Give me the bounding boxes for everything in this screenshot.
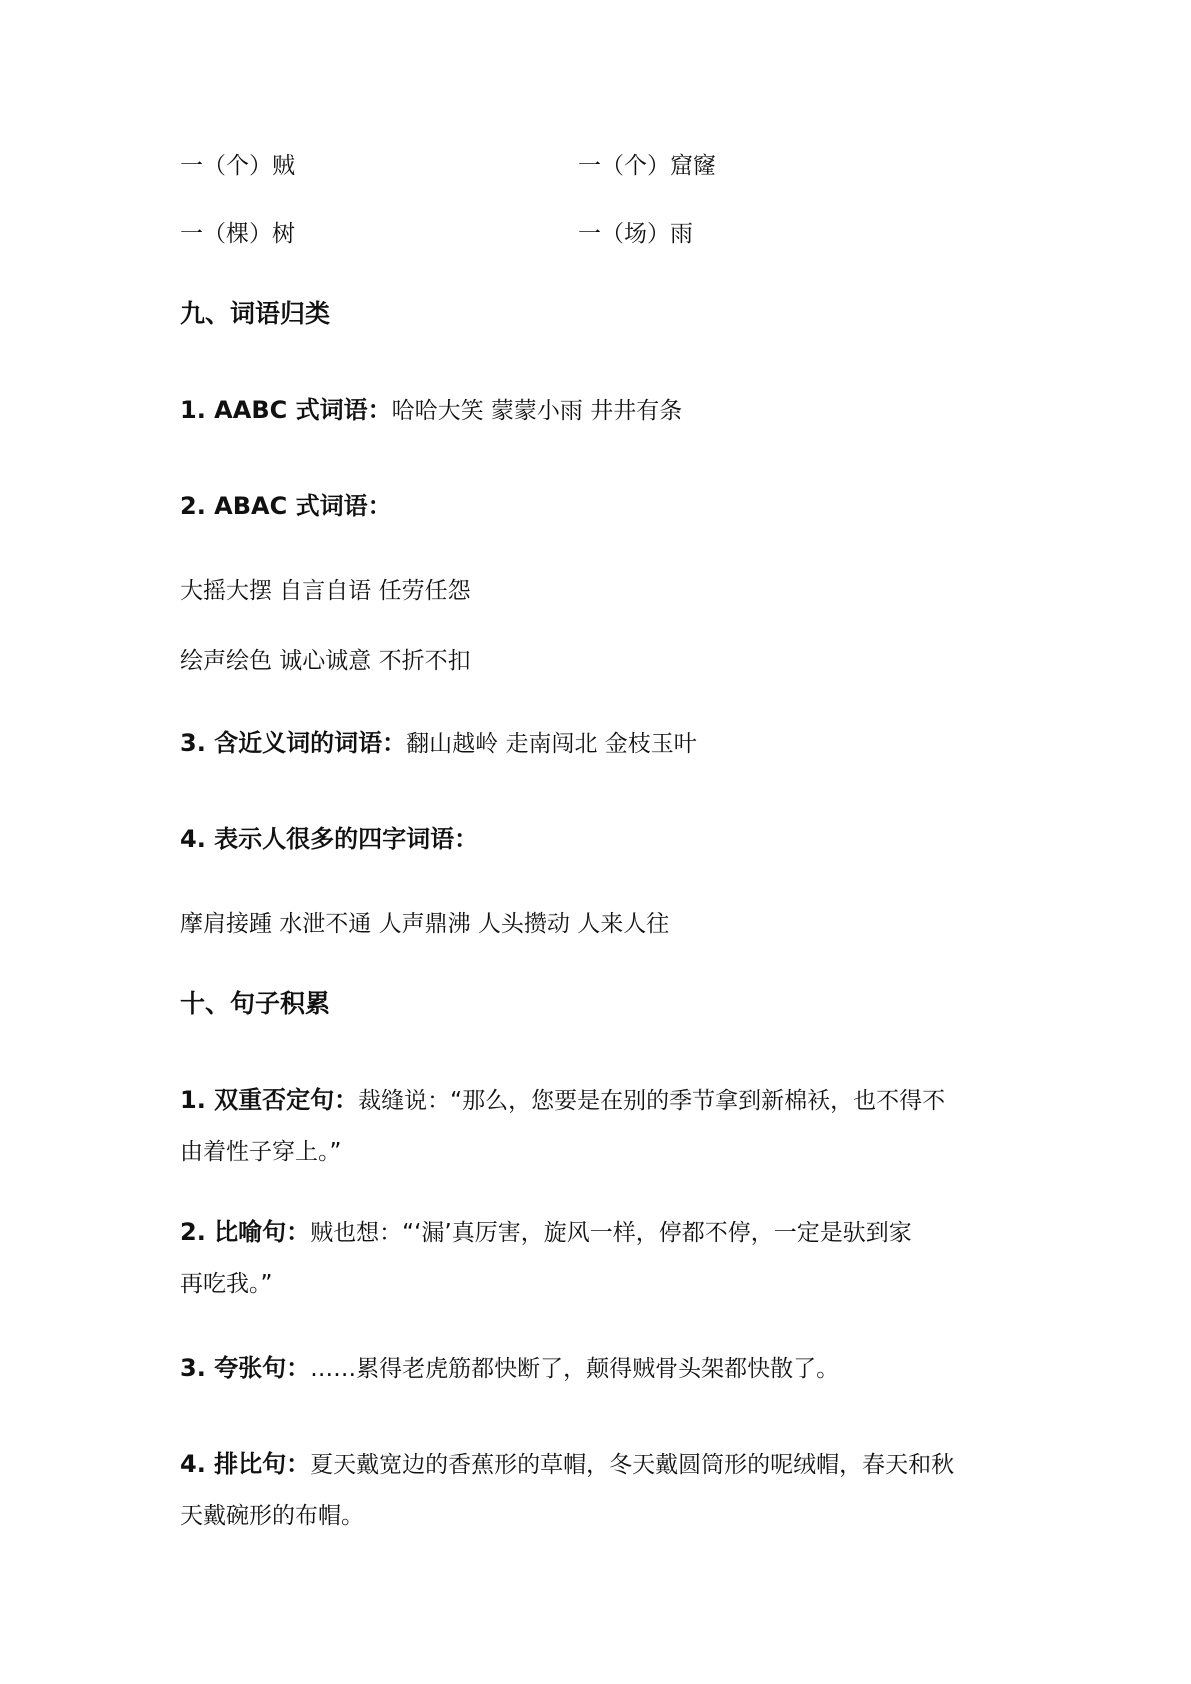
list-item — [180, 1216, 912, 1249]
list-item — [180, 1084, 945, 1117]
item-text: ……累得老虎筋都快断了，颠得贼骨头架都快散了。 — [310, 1356, 840, 1382]
item-label: 3. 夸张句： — [180, 1354, 311, 1382]
item-text: 摩肩接踵 水泄不通 人声鼎沸 人头攒动 人来人往 — [180, 911, 670, 937]
measure-word-row — [180, 150, 716, 182]
measure-word-row — [180, 218, 693, 250]
item-text: 天戴碗形的布帽。 — [180, 1503, 364, 1529]
item-text: 夏天戴宽边的香蕉形的草帽，冬天戴圆筒形的呢绒帽，春天和秋 — [310, 1452, 955, 1478]
item-label: 3. 含近义词的词语： — [180, 729, 407, 757]
item-text: 裁缝说：“那么，您要是在别的季节拿到新棉袄，也不得不 — [358, 1088, 946, 1114]
item-text: 贼也想：“‘漏’真厉害，旋风一样，停都不停，一定是驮到家 — [310, 1220, 912, 1246]
item-text: 大摇大摆 自言自语 任劳任怨 — [180, 578, 471, 604]
list-item — [180, 727, 697, 760]
measure-word: 一（个）窟窿 — [578, 153, 716, 179]
measure-word: 一（个）贼 — [180, 153, 295, 179]
list-item — [180, 490, 392, 523]
item-label: 1. 双重否定句： — [180, 1086, 359, 1114]
section-heading: 十、句子积累 — [180, 989, 331, 1018]
measure-word: 一（场）雨 — [578, 221, 693, 247]
item-text: 绘声绘色 诚心诚意 不折不扣 — [180, 648, 471, 674]
section-heading: 九、词语归类 — [180, 299, 331, 328]
item-text: 由着性子穿上。” — [180, 1139, 342, 1165]
item-text: 再吃我。” — [180, 1271, 273, 1297]
list-item — [180, 1448, 954, 1481]
item-label: 2. 比喻句： — [180, 1218, 311, 1246]
item-text: 哈哈大笑 蒙蒙小雨 井井有条 — [391, 398, 683, 424]
item-label: 4. 排比句： — [180, 1450, 311, 1478]
item-label: 2. ABAC 式词语： — [180, 492, 392, 520]
list-item — [180, 394, 682, 427]
item-text: 翻山越岭 走南闯北 金枝玉叶 — [406, 731, 697, 757]
list-item — [180, 1352, 839, 1385]
list-item — [180, 823, 478, 856]
item-label: 4. 表示人很多的四字词语： — [180, 825, 479, 853]
item-label: 1. AABC 式词语： — [180, 396, 392, 424]
measure-word: 一（棵）树 — [180, 221, 295, 247]
